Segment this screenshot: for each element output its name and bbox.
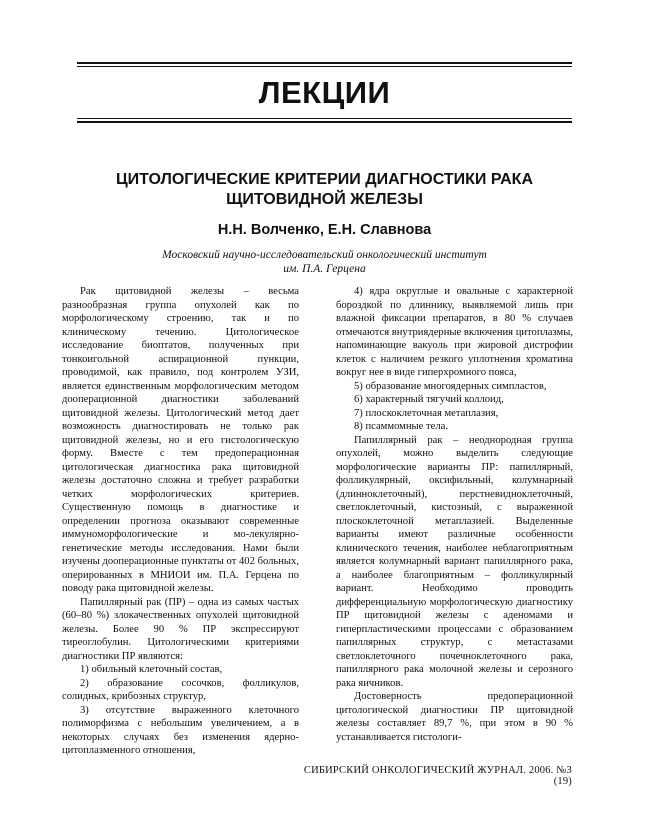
left-column (62, 285, 299, 758)
paragraph: Папиллярный рак (ПР) – одна из самых частых (60–80 %) злокачественных опухолей щитовидной железы. Более 90 % ПР экспрессируют тиреоглобулин. Цитологическими критериями диагностики ПР являются: (62, 596, 299, 662)
article-title (77, 170, 572, 210)
affiliation (77, 248, 572, 276)
section-heading: ЛЕКЦИИ (258, 75, 391, 110)
list-item: 5) образование многоядерных симпластов, (354, 380, 547, 392)
paragraph: Папиллярный рак – неоднородная группа опухолей, можно выделить следующие морфологические варианты ПР: папиллярный, фолликулярный, оксифильный, колумнарный (длинноклеточный), перстневидноклеточный, светлоклеточный, кистозный, с выраженной плоскоклеточной метаплазией. Выделенные варианты имеют различные особенности клинического течения, наиболее неблагоприятным является колумнарный вариант папиллярного рака, а наиболее благоприятным – фолликулярный вариант. Необходимо проводить дифференциальную морфологическую диагностику ПР щитовидной железы с аденомами и гиперпластическими процессами с образованием папиллярных структур, с метастазами светлоклеточного почечноклеточного рака, папиллярного рака молочной железы и серозного рака яичников. (336, 434, 573, 689)
paragraph: Рак щитовидной железы – весьма разнообразная группа опухолей как по морфологическому строению, так и по клиническому течению. Цитологическое исследование биоптатов, полученных при тонкоигольной аспирационной пункции, проводимой, как правило, под контролем УЗИ, является единственным морфологическим методом дооперационной диагностики заболеваний щитовидной железы. Цитологический метод дает возможность диагностировать не только рак щитовидной железы, но и его гистологическую форму. Вместе с тем предоперационная цитологическая диагностика рака щитовидной железы достаточно сложна и требует разработки четких морфологических критериев. Существенную помощь в диагностике и определении прогноза оказывают современные иммуноморфологические и мо-лекулярно-генетические методы исследования. Нами были изучены дооперационные пунктаты от 402 больных, оперированных в МНИОИ им. П.А. Герцена по поводу рака щитовидной железы. (62, 286, 299, 594)
list-item: 3) отсутствие выраженного клеточного полиморфизма с небольшим увеличением, а в некоторых случаях без изменения ядерно-цитоплазменного отношения, (62, 704, 299, 756)
list-item: 8) псаммомные тела. (354, 421, 448, 432)
list-item: 2) образование сосочков, фолликулов, солидных, крибозных структур, (62, 677, 299, 702)
list-item: 7) плоскоклеточная метаплазия, (354, 407, 499, 419)
header-rule-bottom-thick (77, 121, 572, 123)
article-title-line: ЩИТОВИДНОЙ ЖЕЛЕЗЫ (226, 191, 423, 208)
right-column (336, 285, 573, 744)
affiliation-line: Московский научно-исследовательский онкологический институт (162, 249, 487, 261)
list-item: 4) ядра округлые и овальные с характерной бороздкой по длиннику, выявляемой лишь при влажной фиксации препаратов, в 80 % случаев отмечаются внутриядерные включения цитоплазмы, напоминающие вакуоль при жировой дистрофии клеток с наличием резкого уплотнения хроматина вокруг нее в виде гиперхромного пояса, (336, 286, 573, 378)
list-item: 6) характерный тягучий коллоид, (354, 394, 504, 405)
header-rule-top-thin (77, 66, 572, 67)
journal-footer: СИБИРСКИЙ ОНКОЛОГИЧЕСКИЙ ЖУРНАЛ. 2006. №3 (19) (303, 765, 572, 787)
paragraph: Достоверность предоперационной цитологической диагностики ПР щитовидной железы составляет 89,7 %, при этом в 90 % устанавливается гистологи- (336, 691, 573, 743)
article-title-line: ЦИТОЛОГИЧЕСКИЕ КРИТЕРИИ ДИАГНОСТИКИ РАКА (115, 171, 533, 188)
header-rule-bottom-thin (77, 118, 572, 119)
affiliation-line: им. П.А. Герцена (283, 263, 366, 275)
authors: Н.Н. Волченко, Е.Н. Славнова (217, 222, 432, 238)
header-rule-top-thick (77, 62, 572, 64)
list-item: 1) обильный клеточный состав, (80, 664, 223, 675)
